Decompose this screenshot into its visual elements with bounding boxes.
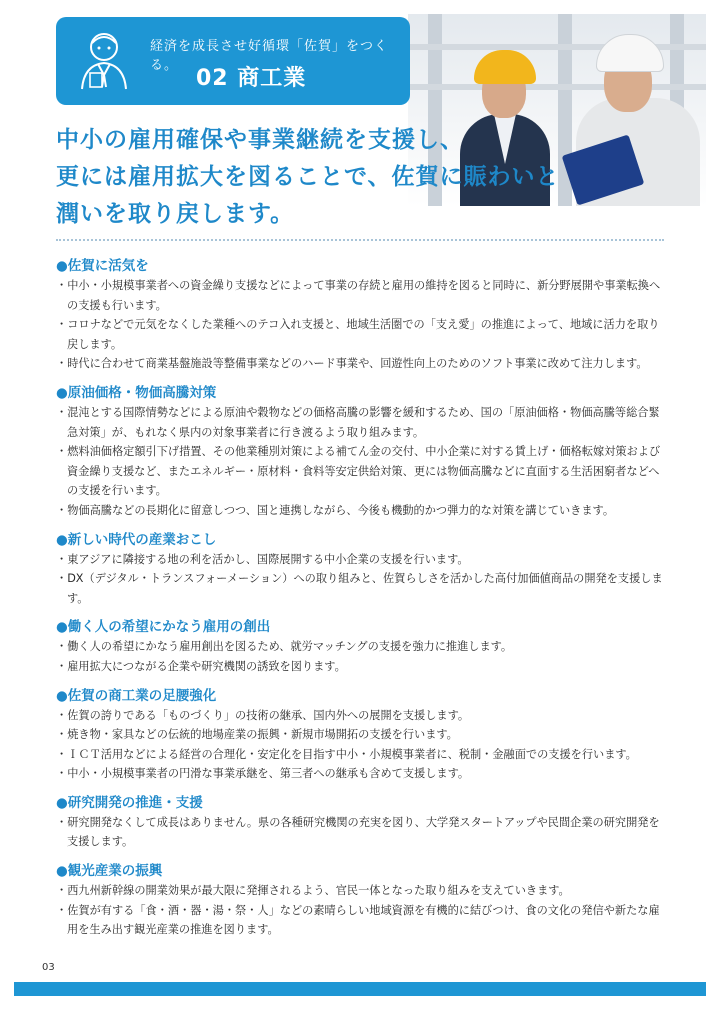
list-item: ・ＩＣＴ活用などによる経営の合理化・安定化を目指す中小・小規模事業者に、税制・金融面での支援を行います。 [56, 747, 637, 761]
section-research [56, 793, 668, 852]
header-subtitle: 経済を成長させ好循環「佐賀」をつくる。 [150, 39, 389, 73]
list-item: ・燃料油価格定額引下げ措置、その他業種別対策による補てん金の交付、中小企業に対する賃上げ・価格転嫁対策および資金繰り支援など、またエネルギー・原材料・食料等安定供給対策、更には物価高騰などに直面する生活困窮者などへの支援を行います。 [56, 445, 661, 498]
section-employment [56, 617, 668, 676]
header-title: 02 商工業 [196, 66, 307, 91]
list-item: ・東アジアに隣接する地の利を活かし、国際展開する中小企業の支援を行います。 [56, 552, 469, 566]
section-title: ●働く人の希望にかなう雇用の創出 [56, 619, 271, 636]
section-price-measures [56, 383, 668, 521]
headline-line: 更には雇用拡大を図ることで、佐賀に賑わいと [56, 164, 560, 190]
section-title: ●佐賀に活気を [56, 258, 149, 274]
businessman-avatar-icon [78, 29, 130, 91]
section-tourism [56, 861, 668, 940]
list-item: ・佐賀が有する「食・酒・器・湯・祭・人」などの素晴らしい地域資源を有機的に結びつけ、食の文化の発信や新たな雇用を生み出す観光産業の推進を図ります。 [56, 903, 660, 937]
dotted-divider [56, 239, 664, 241]
section-title: ●原油価格・物価高騰対策 [56, 384, 217, 401]
yellow-helmet-icon [474, 50, 536, 84]
section-header [56, 17, 410, 105]
list-item: ・物価高騰などの長期化に留意しつつ、国と連携しながら、今後も機動的かつ弾力的な対策を講じていきます。 [56, 503, 615, 517]
section-new-industry [56, 530, 668, 609]
headline [56, 122, 616, 233]
list-item: ・西九州新幹線の開業効果が最大限に発揮されるよう、官民一体となった取り組みを支えていきます。 [56, 884, 570, 898]
list-item: ・DX（デジタル・トランスフォーメーション）への取り組みと、佐賀らしさを活かした高付加価値商品の開発を支援します。 [56, 572, 663, 605]
section-saga-vitality [56, 256, 668, 374]
list-item: ・時代に合わせて商業基盤施設等整備事業などのハード事業や、回遊性向上のためのソフト事業に改めて注力します。 [56, 357, 648, 371]
content-body [56, 256, 668, 949]
footer-bar [14, 982, 706, 996]
white-helmet-icon [596, 34, 664, 72]
list-item: ・コロナなどで元気をなくした業種へのテコ入れ支援と、地域生活圏での「支え愛」の推進によって、地域に活力を取り戻します。 [56, 318, 660, 351]
section-title: ●佐賀の商工業の足腰強化 [56, 687, 217, 704]
section-title: ●研究開発の推進・支援 [56, 794, 203, 811]
list-item: ・働く人の希望にかなう雇用創出を図るため、就労マッチングの支援を強力に推進します。 [56, 640, 513, 654]
list-item: ・中小・小規模事業者への資金繰り支援などによって事業の存続と雇用の維持を図ると同時に、新分野展開や事業転換への支援も行います。 [56, 279, 661, 312]
list-item: ・中小・小規模事業者の円滑な事業承継を、第三者への継承も含めて支援します。 [56, 767, 470, 781]
headline-line: 潤いを取り戻します。 [56, 201, 295, 227]
section-title: ●新しい時代の産業おこし [56, 531, 217, 548]
list-item: ・佐賀の誇りである「ものづくり」の技術の継承、国内外への展開を支援します。 [56, 708, 470, 722]
list-item: ・研究開発なくして成長はありません。県の各種研究機関の充実を図り、大学発スタートアップや民間企業の研究開発を支援します。 [56, 815, 660, 849]
headline-line: 中小の雇用確保や事業継続を支援し、 [56, 127, 464, 153]
list-item: ・雇用拡大につながる企業や研究機関の誘致を図ります。 [56, 659, 346, 673]
list-item: ・混沌とする国際情勢などによる原油や穀物などの価格高騰の影響を緩和するため、国の「原油価格・物価高騰等総合緊急対策」が、もれなく県内の対象事業者に行き渡るよう取り組みます。 [56, 405, 660, 439]
section-commerce-strengthening [56, 686, 668, 784]
section-title: ●観光産業の振興 [56, 863, 163, 880]
page-number: 03 [42, 962, 55, 973]
list-item: ・焼き物・家具などの伝統的地場産業の振興・新規市場開拓の支援を行います。 [56, 728, 458, 742]
